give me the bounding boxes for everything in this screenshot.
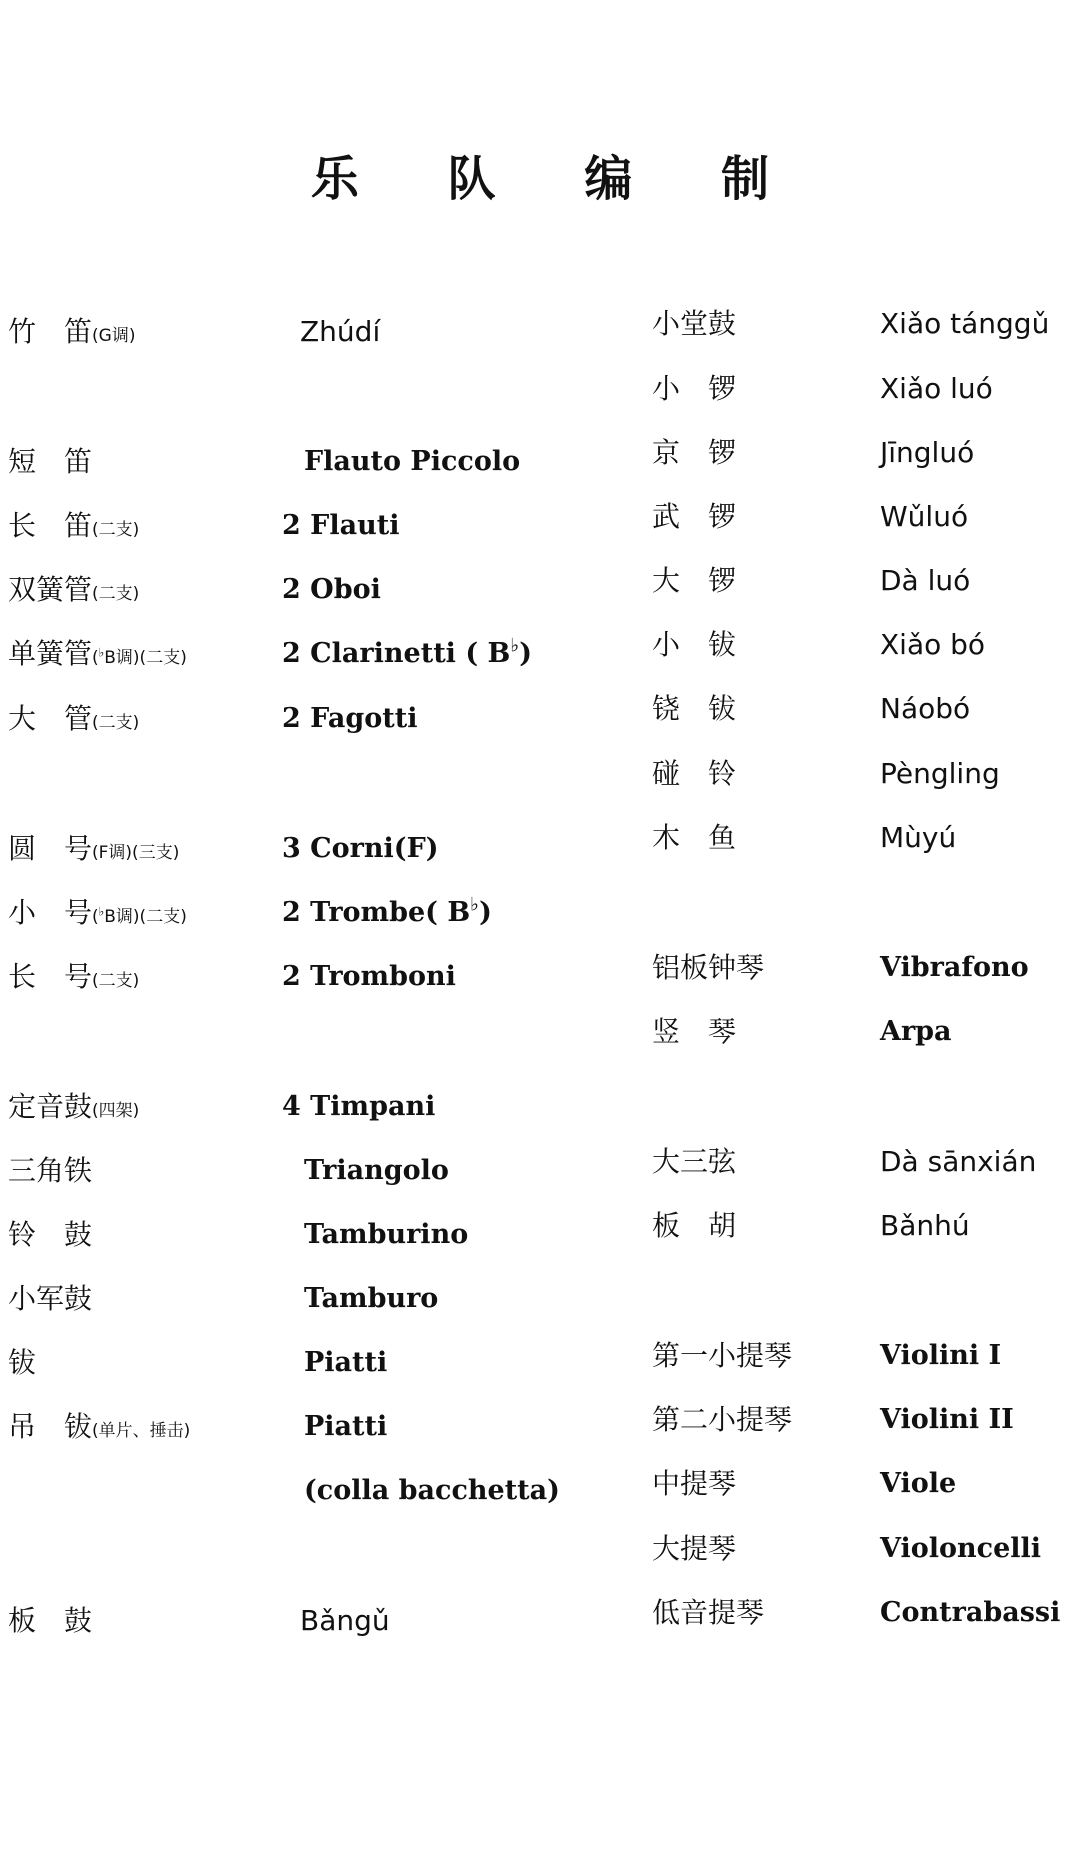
instrument-chinese-name: 长 笛(二支) [8, 509, 140, 542]
instrument-foreign-name: Pèngling [880, 757, 1000, 790]
instrument-foreign-name: Mùyú [880, 821, 957, 854]
instrument-chinese-name: 小军鼓 [8, 1282, 93, 1315]
instrument-chinese-name: 第二小提琴 [652, 1403, 793, 1436]
instrument-foreign-name: Violini I [880, 1340, 1002, 1371]
instrument-foreign-name: Violini II [880, 1404, 1014, 1435]
instrument-chinese-name: 小 锣 [652, 372, 737, 405]
instrument-foreign-name: 3 Corni(F) [282, 833, 439, 864]
instrument-chinese-name: 定音鼓(四架) [8, 1090, 140, 1123]
instrument-chinese-name: 铝板钟琴 [652, 951, 765, 984]
instrument-foreign-name: Dà sānxián [880, 1145, 1037, 1178]
instrument-foreign-name: Bǎnhú [880, 1209, 970, 1242]
instrument-foreign-name: Viole [880, 1468, 957, 1499]
instrument-foreign-name: 2 Trombe( B♭) [282, 893, 492, 928]
instrument-foreign-name: Piatti [304, 1411, 388, 1442]
instrument-foreign-name: 4 Timpani [282, 1091, 436, 1122]
page-title [0, 140, 1080, 209]
instrument-chinese-name: 低音提琴 [652, 1596, 765, 1629]
flat-sign: ♭ [470, 893, 480, 916]
instrument-chinese-name: 单簧管(♭B调)(二支) [8, 637, 187, 670]
instrument-foreign-name: 2 Fagotti [282, 703, 418, 734]
instrument-foreign-name: Contrabassi [880, 1597, 1061, 1628]
title-char: 队 [447, 151, 496, 207]
instrument-note: (四架) [92, 1101, 140, 1121]
instrument-chinese-name: 武 锣 [652, 500, 737, 533]
instrument-chinese-name: 长 号(二支) [8, 960, 140, 993]
instrument-foreign-name: Vibrafono [880, 952, 1029, 983]
instrument-chinese-name: 京 锣 [652, 436, 737, 469]
instrument-chinese-name: 双簧管(二支) [8, 573, 140, 606]
instrument-foreign-name: 2 Flauti [282, 510, 400, 541]
instrument-chinese-name: 碰 铃 [652, 757, 737, 790]
instrument-note: (单片、捶击) [92, 1421, 191, 1441]
instrument-note: (G调) [92, 326, 136, 346]
flat-sign: ♭ [98, 904, 105, 919]
instrument-chinese-name: 竹 笛(G调) [8, 315, 136, 348]
title-char: 乐 [310, 151, 359, 207]
instrument-foreign-name: Wǔluó [880, 500, 969, 533]
instrument-foreign-name: Flauto Piccolo [304, 446, 521, 477]
instrument-foreign-name: (colla bacchetta) [304, 1475, 560, 1506]
instrument-chinese-name: 圆 号(F调)(三支) [8, 832, 180, 865]
instrument-foreign-name: Piatti [304, 1347, 388, 1378]
instrument-note: (F调)(三支) [92, 843, 180, 863]
instrument-foreign-name: Xiǎo luó [880, 372, 993, 405]
instrument-note: (二支) [92, 713, 140, 733]
instrument-foreign-name: Náobó [880, 692, 971, 725]
instrument-chinese-name: 竖 琴 [652, 1015, 737, 1048]
instrument-chinese-name: 大提琴 [652, 1532, 737, 1565]
instrument-note: (♭B调)(二支) [92, 645, 187, 668]
instrument-foreign-name: Dà luó [880, 564, 971, 597]
instrument-foreign-name: Bǎngǔ [300, 1604, 390, 1637]
instrument-note: (二支) [92, 971, 140, 991]
instrument-foreign-name: 2 Clarinetti ( B♭) [282, 634, 533, 669]
instrument-foreign-name: Xiǎo bó [880, 628, 986, 661]
instrument-chinese-name: 板 胡 [652, 1209, 737, 1242]
flat-sign: ♭ [98, 645, 105, 660]
title-char: 编 [584, 151, 633, 207]
instrument-chinese-name: 三角铁 [8, 1154, 93, 1187]
instrument-foreign-name: Zhúdí [300, 315, 381, 348]
instrument-foreign-name: 2 Oboi [282, 574, 381, 605]
instrument-foreign-name: Tamburino [304, 1219, 469, 1250]
instrument-note: (二支) [92, 584, 140, 604]
instrument-foreign-name: Tamburo [304, 1283, 439, 1314]
flat-sign: ♭ [510, 634, 520, 657]
instrument-chinese-name: 中提琴 [652, 1467, 737, 1500]
instrument-chinese-name: 第一小提琴 [652, 1339, 793, 1372]
instrument-foreign-name: Jīngluó [880, 436, 975, 469]
instrument-foreign-name: Xiǎo tánggǔ [880, 307, 1050, 340]
instrument-foreign-name: 2 Tromboni [282, 961, 456, 992]
instrument-foreign-name: Violoncelli [880, 1533, 1042, 1564]
instrument-chinese-name: 板 鼓 [8, 1604, 93, 1637]
instrument-foreign-name: Arpa [880, 1016, 952, 1047]
instrument-note: (♭B调)(二支) [92, 904, 187, 927]
instrument-chinese-name: 铃 鼓 [8, 1218, 93, 1251]
instrument-chinese-name: 大 锣 [652, 564, 737, 597]
instrument-chinese-name: 小堂鼓 [652, 307, 737, 340]
instrument-foreign-name: Triangolo [304, 1155, 449, 1186]
instrument-chinese-name: 大 管(二支) [8, 702, 140, 735]
instrument-chinese-name: 铙 钹 [652, 692, 737, 725]
instrument-chinese-name: 大三弦 [652, 1145, 737, 1178]
instrument-chinese-name: 钹 [8, 1346, 37, 1379]
instrument-note: (二支) [92, 520, 140, 540]
instrument-chinese-name: 吊 钹(单片、捶击) [8, 1410, 191, 1443]
instrument-chinese-name: 小 号(♭B调)(二支) [8, 896, 187, 929]
title-char: 制 [721, 151, 770, 207]
instrument-chinese-name: 木 鱼 [652, 821, 737, 854]
instrument-chinese-name: 短 笛 [8, 445, 93, 478]
instrument-chinese-name: 小 钹 [652, 628, 737, 661]
